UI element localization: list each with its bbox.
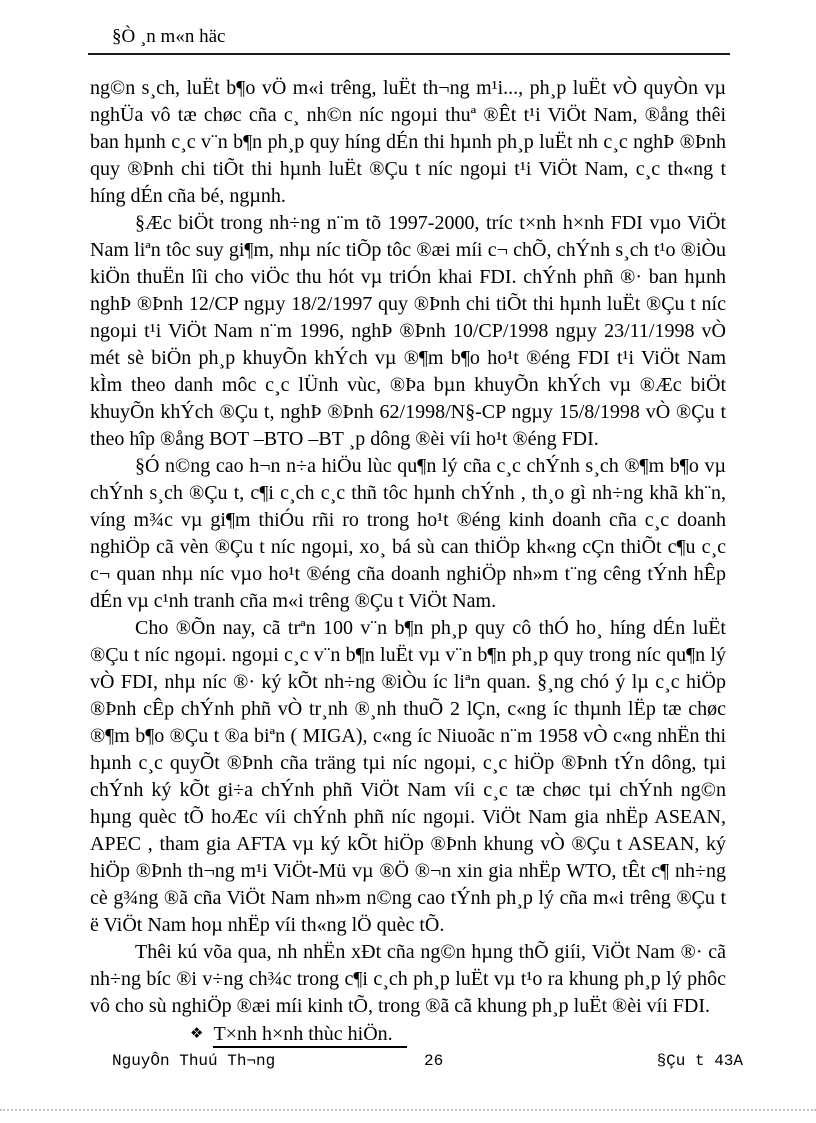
paragraph-5: Thêi kú võa qua, nh nhËn xÐt cña ng©n hµng thÕ giíi, ViÖt Nam ®· cã nh÷ng bíc ®i v÷ng ch¾c trong c¶i c¸ch ph¸p luËt vµ t¹o ra khung ph¸p lý phôc vô cho sù nghiÖp ®æi míi kinh tÕ, trong ®ã cã khung ph¸p luËt ®èi víi FDI. bbox=[90, 941, 726, 1017]
page-header bbox=[88, 26, 730, 55]
header-title: §Ò ¸n m«n häc bbox=[112, 26, 226, 47]
paragraph-3: §Ó n©ng cao h¬n n÷a hiÖu lùc qu¶n lý cña c¸c chÝnh s¸ch ®¶m b¶o vµ chÝnh s¸ch ®Çu t, c¶i c¸ch c¸c thñ tôc hµnh chÝnh , th¸o gì nh÷ng khã kh¨n, víng m¾c vµ gi¶m thiÓu rñi ro trong ho¹t ®éng kinh doanh cña c¸c doanh nghiÖp cã vèn ®Çu t níc ngoµi, xo¸ bá sù can thiÖp kh«ng cÇn thiÕt c¶u c¸c c¬ quan nhµ níc vµo ho¹t ®éng cña doanh nghiÖp nh»m t¨ng cêng tÝnh hÊp dÉn vµ c¹nh tranh cña m«i trêng ®Çu t ViÖt Nam. bbox=[90, 455, 726, 612]
page-footer bbox=[0, 1052, 816, 1076]
footer-author: NguyÔn Thuú Th¬ng bbox=[112, 1052, 276, 1070]
list-item-label: T×nh h×nh thùc hiÖn. bbox=[213, 1023, 406, 1048]
paragraph-4: Cho ®Õn nay, cã trªn 100 v¨n b¶n ph¸p quy cô thÓ ho¸ híng dÉn luËt ®Çu t níc ngoµi. ngoµi c¸c v¨n b¶n luËt vµ v¨n b¶n ph¸p quy trong níc qu¶n lý vÒ FDI, nhµ níc ®· ký kÕt nh÷ng ®iÒu íc liªn quan. §¸ng chó ý lµ c¸c hiÖp ®Þnh cÊp chÝnh phñ vÒ tr¸nh ®¸nh thuÕ 2 lÇn, c«ng íc thµnh lËp tæ chøc ®¶m b¶o ®Çu t ®a biªn ( MIGA), c«ng íc Niuoãc n¨m 1958 vÒ c«ng nhËn thi hµnh c¸c quyÕt ®Þnh cña träng tµi níc ngoµi, c¸c hiÖp ®Þnh tÝn dông, tµi chÝnh ký kÕt gi÷a chÝnh phñ ViÖt Nam víi c¸c tæ chøc tµi chÝnh ng©n hµng quèc tÕ hoÆc víi chÝnh phñ níc ngoµi. ViÖt Nam gia nhËp ASEAN, APEC , tham gia AFTA vµ ký kÕt hiÖp ®Þnh khung vÒ ®Çu t ASEAN, ký hiÖp ®Þnh th¬ng m¹i ViÖt-Mü vµ ®Ö ®¬n xin gia nhËp WTO, tÊt c¶ nh÷ng cè g¾ng ®ã cña ViÖt Nam nh»m n©ng cao tÝnh ph¸p lý cña m«i trêng ®Çu t ë ViÖt Nam hoµ nhËp víi th«ng lÖ quèc tÕ. bbox=[90, 617, 726, 936]
page-bottom-dotted-rule bbox=[0, 1109, 816, 1111]
footer-class-label: §Çu t 43A bbox=[656, 1052, 743, 1070]
list-item bbox=[90, 1021, 726, 1049]
diamond-bullet-icon: ❖ bbox=[190, 1024, 204, 1042]
footer-page-number: 26 bbox=[424, 1052, 444, 1070]
paragraph-1: ng©n s¸ch, luËt b¶o vÖ m«i trêng, luËt th¬ng m¹i..., ph¸p luËt vÒ quyÒn vµ nghÜa vô tæ chøc cña c¸ nh©n níc ngoµi thuª ®Êt t¹i ViÖt Nam, ®ång thêi ban hµnh c¸c v¨n b¶n ph¸p quy híng dÉn thi hµnh ph¸p luËt nh c¸c nghÞ ®Þnh quy ®Þnh chi tiÕt thi hµnh luËt ®Çu t níc ngoµi t¹i ViÖt Nam, c¸c th«ng t híng dÉn cña bé, ngµnh. bbox=[90, 77, 726, 207]
paragraph-2: §Æc biÖt trong nh÷ng n¨m tõ 1997-2000, tríc t×nh h×nh FDI vµo ViÖt Nam liªn tôc suy gi¶m, nhµ níc tiÕp tôc ®æi míi c¬ chÕ, chÝnh s¸ch t¹o ®iÒu kiÖn thuËn lîi cho viÖc thu hót vµ triÓn khai FDI. chÝnh phñ ®· ban hµnh nghÞ ®Þnh 12/CP ngµy 18/2/1997 quy ®Þnh chi tiÕt thi hµnh luËt ®Çu t níc ngoµi t¹i ViÖt Nam n¨m 1996, nghÞ ®Þnh 10/CP/1998 ngµy 23/11/1998 vÒ mét sè biÖn ph¸p khuyÕn khÝch vµ ®¶m b¶o ho¹t ®éng FDI t¹i ViÖt Nam kÌm theo danh môc c¸c lÜnh vùc, ®Þa bµn khuyÕn khÝch vµ ®Æc biÖt khuyÕn khÝch ®Çu t, nghÞ ®Þnh 62/1998/N§-CP ngµy 15/8/1998 vÒ ®Çu t theo hîp ®ång BOT –BTO –BT ¸p dông ®èi víi ho¹t ®éng FDI. bbox=[90, 212, 726, 450]
document-body bbox=[90, 75, 726, 1049]
